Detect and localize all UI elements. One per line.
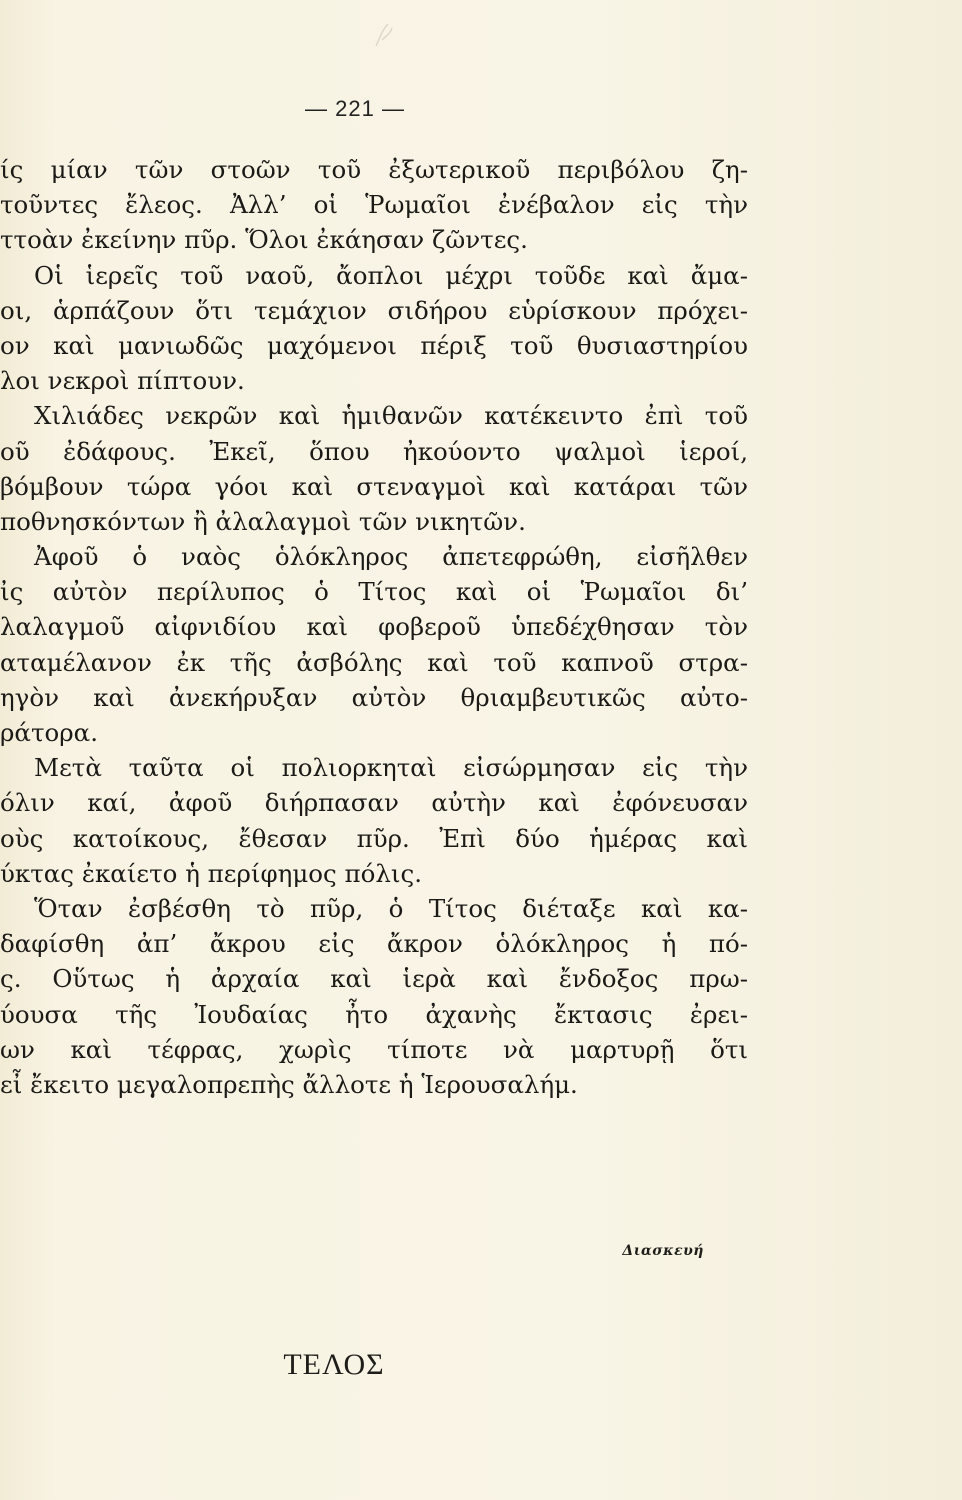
text-line: ς. Οὕτως ἡ ἀρχαία καὶ ἱερὰ καὶ ἔνδοξος πρω- [0, 964, 748, 994]
text-line: οῦ ἐδάφους. Ἐκεῖ, ὅπου ἠκούοντο ψαλμοὶ ἱερoί, [0, 436, 748, 466]
text-line: δαφίσθη ἀπ’ ἄκρου εἰς ἄκρον ὁλόκληρος ἡ πό- [0, 929, 748, 959]
text-line: ηγὸν καὶ ἀνεκήρυξαν αὐτὸν θριαμβευτικῶς αὐτο- [0, 682, 748, 712]
text-line: βόμβουν τώρα γόοι καὶ στεναγμοὶ καὶ κατάραι τῶν [0, 471, 748, 501]
text-line: ύκτας ἐκαίετο ἡ περίφημος πόλις. [0, 858, 422, 888]
text-line: ων καὶ τέφρας, χωρὶς τίποτε νὰ μαρτυρῇ ὅτι [0, 1034, 748, 1064]
text-line: Μετὰ ταῦτα οἱ πολιορκηταὶ εἰσώρμησαν εἰς τὴν [34, 753, 748, 783]
text-line: ύουσα τῆς Ἰουδαίας ἦτο ἀχανὴς ἔκτασις ἐρει- [0, 999, 748, 1029]
text-line: όλιν καί, ἀφοῦ διήρπασαν αὐτὴν καὶ ἐφόνευσαν [0, 788, 748, 818]
end-title: ΤΕΛΟΣ [283, 1348, 385, 1381]
text-line: ον καὶ μανιωδῶς μαχόμενοι πέριξ τοῦ θυσιαστηρίου [0, 330, 748, 360]
page-number: — 221 — [305, 96, 405, 121]
text-line: Χιλιάδες νεκρῶν καὶ ἡμιθανῶν κατέκειντο ἐπὶ τοῦ [34, 401, 748, 431]
text-line: εἶ ἔκειτο μεγαλοπρεπὴς ἄλλοτε ἡ Ἱερουσαλήμ. [0, 1069, 578, 1099]
text-line: Ἀφοῦ ὁ ναὸς ὁλόκληρος ἀπετεφρώθη, εἰσῆλθεν [34, 542, 748, 572]
text-line: ποθνησκόντων ἢ ἀλαλαγμοὶ τῶν νικητῶν. [0, 506, 526, 536]
text-line: λαλαγμοῦ αἰφνιδίου καὶ φοβεροῦ ὑπεδέχθησαν τὸν [0, 612, 748, 642]
signature-note: Διασκευή [622, 1243, 704, 1259]
text-line: Οἱ ἱερεῖς τοῦ ναοῦ, ἄοπλοι μέχρι τοῦδε καὶ ἄμα- [34, 260, 748, 290]
text-line: ράτορα. [0, 718, 98, 747]
text-line: τοῦντες ἔλεος. Ἀλλ’ οἱ Ῥωμαῖοι ἐνέβαλον εἰς τὴν [0, 190, 748, 220]
text-line: αταμέλανον ἐκ τῆς ἀσβόλης καὶ τοῦ καπνοῦ στρα- [0, 647, 748, 677]
text-line: ττοὰν ἐκείνην πῦρ. Ὅλοι ἐκάησαν ζῶντες. [0, 225, 528, 255]
text-line: οι, ἁρπάζουν ὅτι τεμάχιον σιδήρου εὑρίσκουν πρόχει- [0, 295, 748, 325]
text-line: Ὅταν ἐσβέσθη τὸ πῦρ, ὁ Τίτος διέταξε καὶ κα- [34, 893, 748, 923]
ink-mark-icon [372, 20, 394, 50]
text-line: ἰς αὐτὸν περίλυπος ὁ Τίτος καὶ οἱ Ῥωμαῖοι δι’ [0, 577, 748, 607]
text-line: ίς μίαν τῶν στοῶν τοῦ ἐξωτερικοῦ περιβόλου ζη- [0, 155, 748, 184]
body-text [0, 152, 748, 1102]
text-line: λοι νεκροὶ πίπτουν. [0, 366, 245, 396]
text-line: οὺς κατοίκους, ἔθεσαν πῦρ. Ἐπὶ δύο ἡμέρας καὶ [0, 823, 748, 853]
